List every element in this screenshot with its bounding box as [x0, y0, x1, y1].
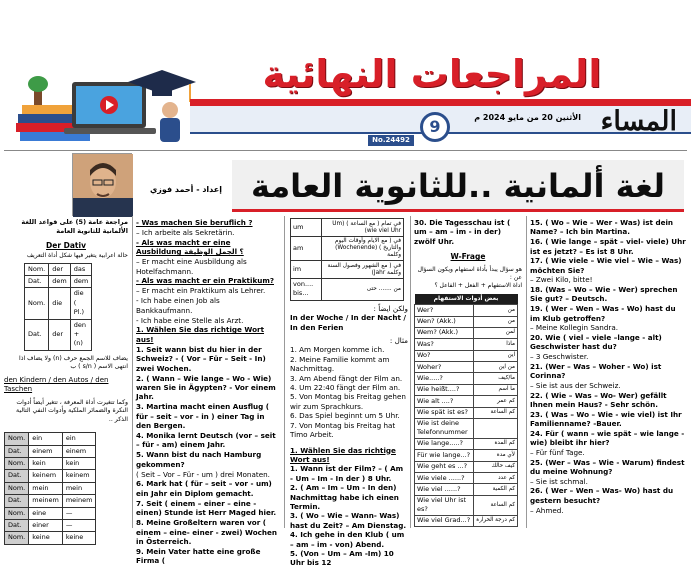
exercise-line: – Ahmed. — [530, 505, 564, 515]
column-praepositionen — [290, 218, 408, 568]
exercise-line: – 3 Geschwister. — [530, 352, 589, 362]
table-row — [415, 362, 518, 373]
table-cell: kein — [62, 458, 96, 470]
table-cell: den + (n) — [70, 319, 91, 350]
exercise-line: – Sie ist aus der Schweiz. — [530, 380, 621, 390]
table-cell: Dat. — [5, 495, 29, 507]
exercise-list — [290, 464, 408, 567]
column-divider — [132, 216, 133, 528]
question-words-table — [414, 294, 518, 527]
table-cell: der — [49, 319, 70, 350]
meaning-cell: من ....... حتى — [321, 279, 403, 301]
preposition-cell: am — [291, 237, 322, 261]
column-wfrage — [414, 218, 522, 528]
question-word-cell: Wie ist deine Telefonnummer — [415, 419, 474, 439]
meaning-cell: لمن — [474, 327, 518, 338]
article-table — [4, 432, 96, 545]
issue-number-badge: 9 — [420, 112, 450, 142]
author-portrait-icon — [73, 154, 133, 217]
table-cell: Dat. — [5, 520, 29, 532]
table-cell: Nom. — [5, 532, 29, 544]
note: يضاف للاسم الجمع حرف (n) ولا يضاف اذا انتهى الاسم ( s/n ) ب — [18, 354, 128, 371]
table-cell: meinem — [62, 495, 96, 507]
meaning-cell: كم الساعة — [474, 495, 518, 515]
text-line: - Als was macht er ein Praktikum? — [136, 276, 274, 286]
meaning-cell: كم المدة — [474, 438, 518, 449]
table-row — [291, 237, 404, 261]
question-word-cell: Wie heißt....? — [415, 384, 474, 395]
table-cell: die ( Pl.) — [70, 288, 91, 319]
exercise-line: 20. Wie ( viel – viele –lange - alt) Geschwister hast du? — [530, 332, 662, 352]
meaning-cell: كم الساعة — [474, 407, 518, 418]
exercise-item: 3. ( Wo – Wie – Wann- Was) hast du Zeit? – Am Dienstag. — [290, 511, 407, 530]
table-cell: keinem — [62, 470, 96, 482]
list-item: 2. Meine Familie kommt am Nachmittag. — [290, 354, 390, 374]
subject-title: لغة ألمانية ..للثانوية العامة — [232, 160, 684, 212]
exercise-line: 19. ( Wer – Wen – Was - Wo) hast du im Klub getroffen? — [530, 304, 676, 323]
exercise-item: 5. (Von – Um – Am -Im) 10 Uhr bis 12 — [290, 548, 394, 568]
meaning-cell: من اين — [474, 362, 518, 373]
text-line: - Ich habe einen Job als Bankkaufmann. — [136, 296, 220, 315]
table-cell: Dat. — [25, 276, 49, 288]
table-cell: mein — [62, 482, 96, 494]
exercise-line: – Zwei Kilo, bitte! — [530, 275, 593, 285]
note: هو سؤال يبدأ بأداة استفهام ويكون السؤال عن : — [417, 265, 522, 281]
table-row — [415, 473, 518, 484]
question-word-cell: Für wie lange...? — [415, 450, 474, 461]
example-text: In der Woche / In der Nacht / In den Ferien — [290, 313, 407, 332]
table-cell: dem — [70, 276, 91, 288]
table-cell: die — [49, 288, 70, 319]
text-line: 1. Wählen Sie das richtige Wort aus! — [136, 325, 265, 344]
newspaper-logo: المساء — [600, 106, 677, 137]
table-row — [415, 450, 518, 461]
column-divider — [410, 216, 411, 528]
question-word-cell: Wer? — [415, 305, 474, 316]
meaning-cell: اين — [474, 350, 518, 361]
table-row — [25, 288, 92, 319]
exercise-title: 1. Wählen Sie das richtige Wort aus! — [290, 445, 396, 464]
masthead — [0, 0, 691, 148]
table-cell: mein — [29, 482, 63, 494]
table-row — [415, 384, 518, 395]
question-word-cell: Wem? (Akk.) — [415, 327, 474, 338]
table-cell: der — [49, 263, 70, 275]
list-item: 6. Das Spiel beginnt um 5 Uhr. — [290, 411, 400, 421]
table-row — [415, 461, 518, 472]
table-cell: Nom. — [25, 288, 49, 319]
table-row — [415, 316, 518, 327]
table-row — [415, 305, 518, 316]
table-cell: keinem — [29, 470, 63, 482]
note: ولكن ايضاً : — [373, 303, 408, 313]
title-underline-bar — [190, 99, 691, 106]
question-word-cell: Wie viel Grad...? — [415, 515, 474, 526]
question-word-cell: Wie.....? — [415, 373, 474, 384]
text-line: 6. Mark hat ( für – seit – vor - um) ein Jahr ein Diplom gemacht. — [136, 479, 272, 498]
example — [290, 313, 408, 332]
issue-code: No.24492 — [368, 135, 414, 146]
table-cell: — — [62, 507, 96, 519]
author-photo — [72, 153, 132, 216]
table-row — [415, 438, 518, 449]
issue-date: الأثنين 20 من مايو 2024 م — [474, 113, 581, 122]
table-row — [291, 261, 404, 279]
preposition-cell: von.... bis... — [291, 279, 322, 301]
divider — [4, 150, 687, 151]
table-cell: Nom. — [5, 433, 29, 445]
text-line: ( Seit – Vor – Für - um ) drei Monaten. — [136, 469, 270, 479]
meaning-cell: في ( مع الايام وأوقات اليوم والتاريخ ) (Wochenende) وكلمة — [321, 237, 403, 261]
education-illustration — [12, 30, 212, 148]
text-line: – Ich arbeite als Sekretärin. — [136, 227, 235, 237]
text-line: 3. Martina macht einen Ausflug ( für – seit – vor - in ) einer Tag in den Bergen. — [136, 402, 270, 431]
exercise-line: – Sie ist schmal. — [530, 476, 588, 486]
text-line: 5. Wann bist du nach Hamburg gekommen? — [136, 450, 262, 469]
exercise-line: 22. ( Wie – Was – Wo- Wer) gefällt Ihnen mein Haus? - Sehr schön. — [530, 390, 667, 409]
meaning-cell: من — [474, 305, 518, 316]
note: مثال : — [389, 336, 408, 346]
text-line: - Ich habe eine Stelle als Arzt. — [136, 315, 244, 325]
question-word-cell: Woher? — [415, 362, 474, 373]
meaning-cell: كيف حالك — [474, 461, 518, 472]
table-cell: Nom. — [5, 458, 29, 470]
table-cell: Nom. — [5, 507, 29, 519]
table-cell: einem — [29, 445, 63, 457]
section-title: W-Frage — [450, 252, 486, 262]
table-cell: dem — [49, 276, 70, 288]
question-word-cell: Wie viel ......? — [415, 484, 474, 495]
exercise-line: – Meine Kollegin Sandra. — [530, 323, 619, 333]
table-row — [415, 495, 518, 515]
column-berufe — [136, 218, 278, 566]
preposition-cell: um — [291, 219, 322, 237]
text-line: - Als was macht er eine Ausbildung ؟ الجمل الوظيفة — [136, 237, 244, 257]
table-row — [415, 484, 518, 495]
preposition-table — [290, 218, 404, 301]
question-word-cell: Wie alt ....? — [415, 396, 474, 407]
exercise-line: 18. (Was – Wo – Wie - Wer) sprechen Sie gut? – Deutsch. — [530, 285, 678, 304]
table-row — [415, 396, 518, 407]
text-line: – Er macht eine Ausbildung als Hotelfachmann. — [136, 257, 247, 276]
table-row — [415, 515, 518, 526]
table-row — [415, 407, 518, 418]
list-item: 7. Von Montag bis Freitag hat Timo Arbeit. — [290, 420, 396, 440]
table-row — [5, 458, 96, 470]
meaning-cell: في تمام ( مع الساعة ) (Um wie viel Uhr) — [321, 219, 403, 237]
meaning-cell: كم عمر — [474, 396, 518, 407]
table-row — [5, 507, 96, 519]
table-cell: Dat. — [25, 319, 49, 350]
text-line: 4. Monika lernt Deutsch (vor – seit – für - am) einem Jahr. — [136, 430, 276, 450]
author-name: إعداد - أحمد فوزي — [149, 185, 222, 194]
dativ-table — [24, 263, 92, 351]
list-item: 5. Von Montag bis Freitag gehen wir zum Sprachkurs. — [290, 392, 406, 411]
meaning-cell: لأي مدة — [474, 450, 518, 461]
table-cell: kein — [29, 458, 63, 470]
question-word-cell: Was? — [415, 339, 474, 350]
text-line: 7. Seit ( einem – einer – eine - einen) Stunde ist Herr Maged hier. — [136, 498, 277, 518]
table-cell: eine — [29, 507, 63, 519]
list-item: 1. Am Morgen komme ich. — [290, 345, 385, 355]
table-cell: ein — [29, 433, 63, 445]
table-cell: Dat. — [5, 445, 29, 457]
table-row — [415, 419, 518, 439]
column-divider — [284, 216, 285, 528]
text-line: - Was machen Sie beruflich ? — [136, 218, 253, 227]
text-line: 1. Seit wann bist du hier in der Schweiz? - ( Vor – Für – Seit - In) zwei Wochen. — [136, 344, 266, 373]
meaning-cell: كم الكمية — [474, 484, 518, 495]
table-cell: Nom. — [5, 482, 29, 494]
exercise-item: 2. ( Am – Im – Um - In den) Nachmittag habe ich einen Termin. — [290, 483, 399, 511]
exercise-line: 21. (Wer – Was – Woher - Wo) ist Corinna? — [530, 361, 662, 381]
table-cell: einer — [29, 520, 63, 532]
table-cell: meinem — [29, 495, 63, 507]
table-row — [5, 520, 96, 532]
list-item: 4. Um 22:40 fängt der Film an. — [290, 383, 401, 393]
column-heading: مراجعة عامة (5) على قواعد اللغة الألمانية للثانوية العامة — [21, 218, 128, 236]
table-row — [5, 445, 96, 457]
table-row — [5, 495, 96, 507]
meaning-cell: ما/كيف — [474, 373, 518, 384]
table-row — [25, 276, 92, 288]
exercise-line: 25. (Wer – Was – Wie - Warum) findest du meine Wohnung? — [530, 457, 685, 477]
table-cell: Nom. — [25, 263, 49, 275]
exercise-line: 23. ( Was – Wo – Wie - wie viel) ist Ihr Familienname? -Bauer. — [530, 409, 682, 429]
question-word-cell: Wie geht es ...? — [415, 461, 474, 472]
meaning-cell: ماذا — [474, 339, 518, 350]
text-line: – Er macht ein Praktikum als Lehrer. — [136, 286, 266, 296]
table-cell: einem — [62, 445, 96, 457]
table-header: بعض أدوات الاستفهام — [415, 294, 518, 305]
question-word-cell: Wie viele ......? — [415, 473, 474, 484]
exercise-line: – Für fünf Tage. — [530, 447, 585, 457]
table-row — [5, 482, 96, 494]
column-divider — [526, 216, 527, 528]
example: den Kindern / den Autos / den Taschen — [4, 375, 109, 394]
question-word-cell: Wie lange.....? — [415, 438, 474, 449]
question-word-cell: Wen? (Akk.) — [415, 316, 474, 327]
table-row — [415, 327, 518, 338]
table-cell: keine — [62, 532, 96, 544]
note: وكما تتغيرت أداة المعرفة ، تتغير أيضاً أدوات النكرة والضمائر الملكية وأدوات النفي التالية الذكر .. — [16, 398, 128, 423]
exercise-item: 30. Die Tagesschau ist ( um – am – im - in der) zwölf Uhr. — [414, 218, 511, 246]
table-row — [415, 350, 518, 361]
text-line: 8. Meine Großeltern waren vor ( einem – eine- einer - zwei) Wochen in Österreich. — [136, 518, 278, 546]
preposition-cell: im — [291, 261, 322, 279]
question-word-cell: Wie viel Uhr ist es? — [415, 495, 474, 515]
exercise-item: 1. Wann ist der Film? – ( Am - Um – Im - In der ) 8 Uhr. — [290, 464, 404, 483]
page-title: المراجعات النهائية — [262, 52, 602, 96]
table-row — [5, 433, 96, 445]
table-cell: — — [62, 520, 96, 532]
meaning-cell: ما اسم — [474, 384, 518, 395]
table-cell: ein — [62, 433, 96, 445]
table-cell: keine — [29, 532, 63, 544]
column-dativ — [4, 218, 128, 542]
text-line: 9. Mein Vater hatte eine große Firma ( — [136, 546, 261, 566]
column-exercises — [530, 218, 687, 528]
exercise-item: 4. Ich gehe in den Klub ( um – am – im - von) Abend. — [290, 530, 405, 549]
list-item: 3. Am Abend fängt der Film an. — [290, 373, 403, 383]
table-row — [291, 219, 404, 237]
text-line: 2. ( Wann – Wie lange – Wo - Wie) waren Sie in Ägypten? - Vor einem Jahr. — [136, 373, 276, 402]
exercise-line: 24. Für ( wann – wie spät – wie lange - wie) bleibt ihr hier? — [530, 428, 685, 448]
section-title: Der Dativ — [46, 240, 86, 250]
meaning-cell: في ( مع الشهور وفصول السنة وكلمة Jahr) — [321, 261, 403, 279]
table-row — [5, 532, 96, 544]
exercise-line: 15. ( Wo – Wie – Wer - Was) ist dein Name? – Ich bin Martina. — [530, 218, 674, 237]
exercise-line: 17. ( Wie viele – Wie viel – Wie – Was) möchten Sie? — [530, 256, 682, 275]
table-row — [25, 319, 92, 350]
table-row — [415, 339, 518, 350]
question-word-cell: Wo? — [415, 350, 474, 361]
section-subtitle: حالة اعرابية يتغير فيها شكل أداة التعريف — [26, 252, 128, 260]
exercise-line: 16. ( Wie lange – spät – viel- viele) Uhr ist es jetzt? – Es ist 8 Uhr. — [530, 237, 686, 256]
table-row — [25, 263, 92, 275]
table-row — [415, 373, 518, 384]
table-cell: das — [70, 263, 91, 275]
table-row — [5, 470, 96, 482]
table-row — [291, 279, 404, 301]
question-word-cell: Wie spät ist es? — [415, 407, 474, 418]
meaning-cell: كم عدد — [474, 473, 518, 484]
table-cell: Dat. — [5, 470, 29, 482]
meaning-cell — [474, 419, 518, 439]
exercise-line: 26. ( Wer – Wen – Was- Wo) hast du gestern besucht? — [530, 486, 674, 505]
example-list — [290, 345, 408, 439]
meaning-cell: كم درجة الحرارة — [474, 515, 518, 526]
meaning-cell: من — [474, 316, 518, 327]
note: اداة الاستفهام + الفعل + الفاعل ؟ — [434, 281, 522, 289]
